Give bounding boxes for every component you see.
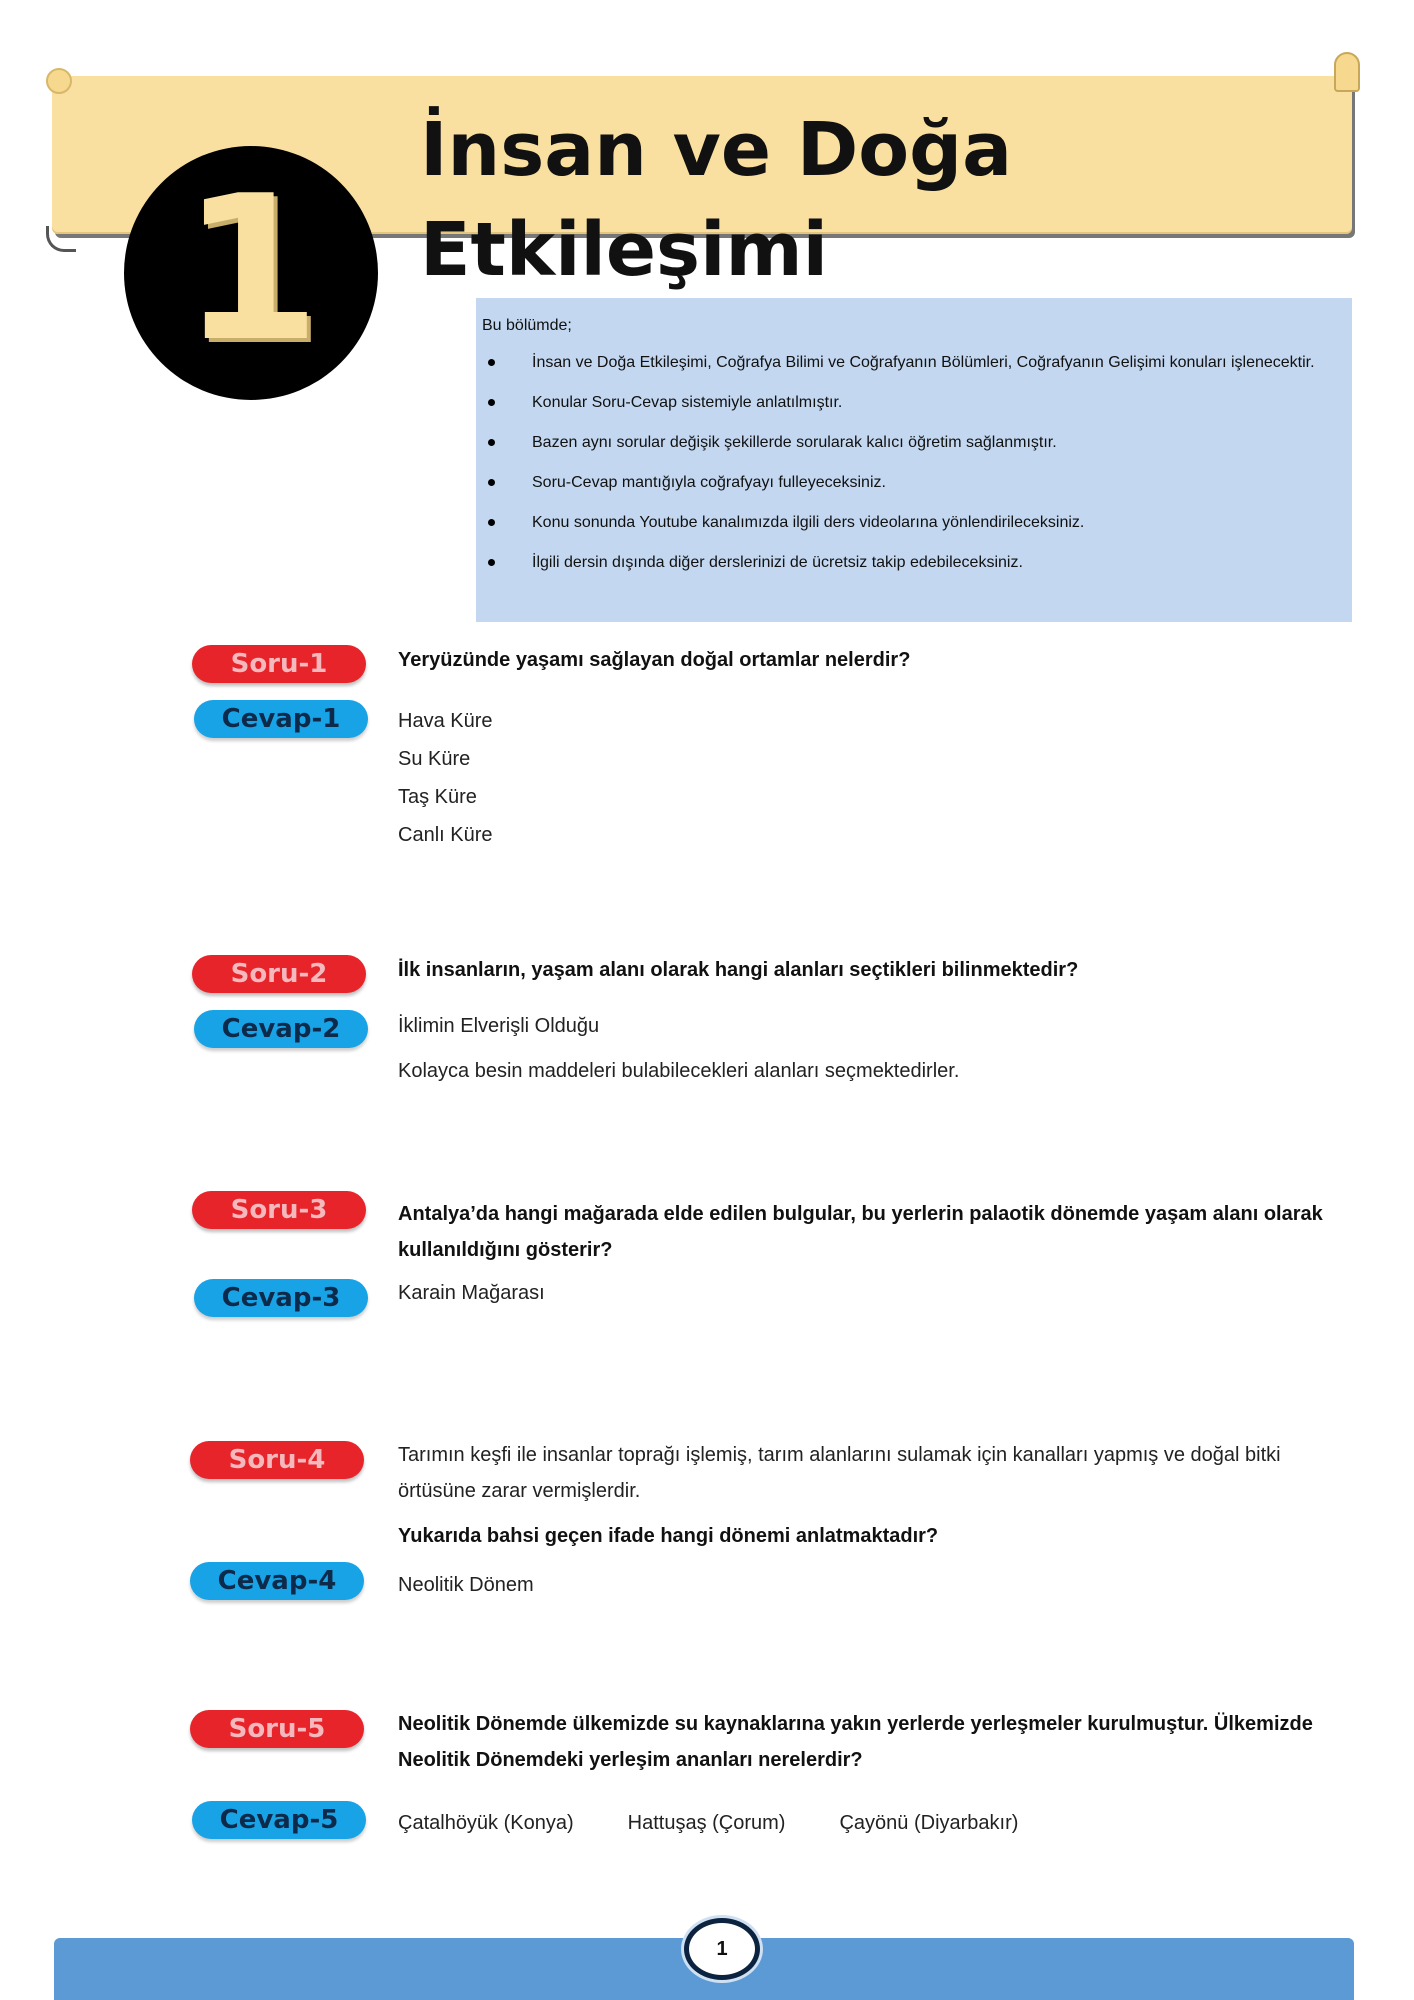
intro-item: Bazen aynı sorular değişik şekillerde sorularak kalıcı öğretim sağlanmıştır.	[482, 432, 1328, 453]
answer-2-line: İklimin Elverişli Olduğu	[398, 1015, 600, 1037]
question-4: Yukarıda bahsi geçen ifade hangi dönemi anlatmaktadır?	[398, 1525, 939, 1547]
chapter-number-badge	[124, 146, 378, 400]
banner-curl-bottom-left	[46, 226, 76, 252]
intro-item: Soru-Cevap mantığıyla coğrafyayı fulleyeceksiniz.	[482, 472, 1328, 493]
banner-curl-top-left	[46, 68, 72, 94]
cevap-2-label: Cevap-2	[194, 1010, 368, 1048]
cevap-1-label: Cevap-1	[194, 700, 368, 738]
answer-4-line: Neolitik Dönem	[398, 1574, 534, 1596]
intro-heading: Bu bölümde;	[482, 317, 572, 334]
answer-4	[398, 1566, 1348, 1604]
answer-1-line: Canlı Küre	[398, 824, 493, 846]
answer-5	[398, 1804, 1348, 1842]
banner-curl-top-right	[1334, 52, 1360, 92]
answer-1-line: Su Küre	[398, 748, 471, 770]
cevap-5-label: Cevap-5	[192, 1801, 366, 1839]
intro-list	[482, 352, 1328, 573]
answer-5-item: Çayönü (Diyarbakır)	[839, 1812, 1019, 1834]
question-1: Yeryüzünde yaşamı sağlayan doğal ortamlar nelerdir?	[398, 649, 911, 671]
answer-1-line: Hava Küre	[398, 710, 493, 732]
cevap-3-label: Cevap-3	[194, 1279, 368, 1317]
question-5: Neolitik Dönemde ülkemizde su kaynaklarına yakın yerlerde yerleşmeler kurulmuştur. Ülkemizde Neolitik Dönemdeki yerleşim ananları nerelerdir?	[398, 1713, 1313, 1771]
answer-2	[398, 1004, 1348, 1094]
answer-3	[398, 1274, 1348, 1312]
answer-5-item: Çatalhöyük (Konya)	[398, 1812, 574, 1834]
soru-5-label: Soru-5	[190, 1710, 364, 1748]
cevap-4-label: Cevap-4	[190, 1562, 364, 1600]
intro-item: İlgili dersin dışında diğer derslerinizi de ücretsiz takip edebileceksiniz.	[482, 552, 1328, 573]
intro-item: İnsan ve Doğa Etkileşimi, Coğrafya Bilimi ve Coğrafyanın Bölümleri, Coğrafyanın Gelişimi konuları işlenecektir.	[482, 352, 1328, 373]
answer-1-line: Taş Küre	[398, 786, 477, 808]
intro-item: Konu sonunda Youtube kanalımızda ilgili ders videolarına yönlendirileceksiniz.	[482, 512, 1328, 533]
answer-3-line: Karain Mağarası	[398, 1282, 545, 1304]
page-title: İnsan ve Doğa Etkileşimi	[420, 107, 1012, 293]
soru-3-label: Soru-3	[192, 1191, 366, 1229]
soru-1-label: Soru-1	[192, 645, 366, 683]
answer-5-item: Hattuşaş (Çorum)	[627, 1812, 786, 1834]
soru-4-label: Soru-4	[190, 1441, 364, 1479]
statement-4: Tarımın keşfi ile insanlar toprağı işlemiş, tarım alanlarını sulamak için kanalları yapmış ve doğal bitki örtüsüne zarar vermişlerdir.	[398, 1444, 1281, 1502]
question-3: Antalya’da hangi mağarada elde edilen bulgular, bu yerlerin palaotik dönemde yaşam alanı olarak kullanıldığını gösterir?	[398, 1203, 1323, 1261]
answer-1	[398, 702, 1348, 854]
intro-box	[476, 298, 1352, 622]
page-number: 1	[684, 1918, 760, 1980]
answer-2-line: Kolayca besin maddeleri bulabilecekleri alanları seçmektedirler.	[398, 1060, 960, 1082]
question-2: İlk insanların, yaşam alanı olarak hangi alanları seçtikleri bilinmektedir?	[398, 959, 1079, 981]
intro-item: Konular Soru-Cevap sistemiyle anlatılmıştır.	[482, 392, 1328, 413]
soru-2-label: Soru-2	[192, 955, 366, 993]
chapter-number: 1	[181, 153, 321, 386]
